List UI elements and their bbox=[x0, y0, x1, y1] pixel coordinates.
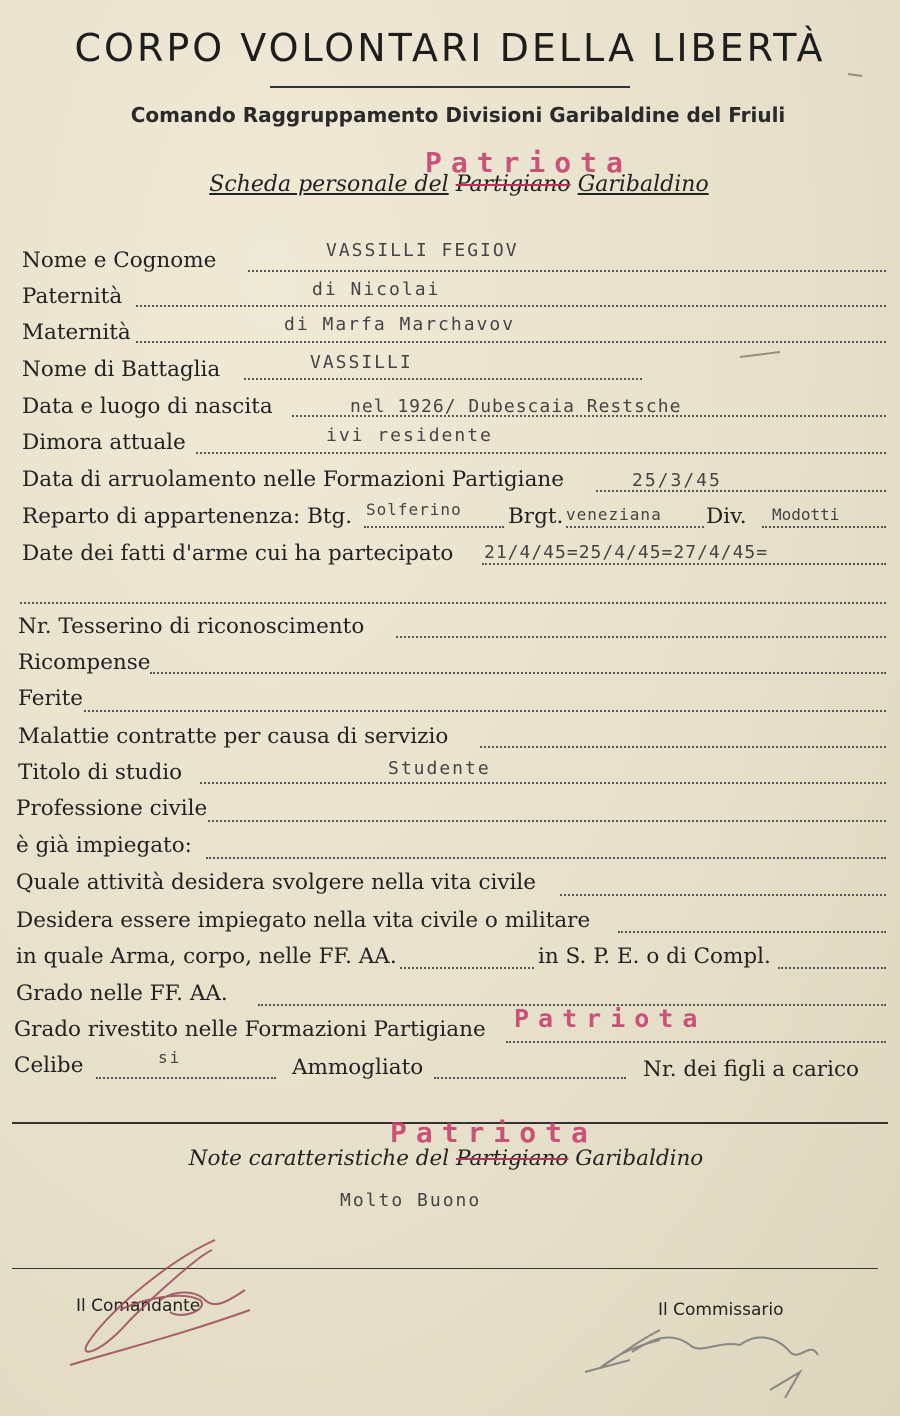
tesserino-label: Nr. Tesserino di riconoscimento bbox=[18, 614, 365, 639]
nascita-value: nel 1926/ Dubescaia Restsche bbox=[350, 396, 682, 417]
scheda-suffix: Garibaldino bbox=[577, 172, 709, 197]
celibe-label: Celibe bbox=[14, 1053, 84, 1078]
maternita-label: Maternità bbox=[22, 320, 131, 345]
ricompense-label: Ricompense bbox=[18, 650, 151, 675]
arruolamento-label: Data di arruolamento nelle Formazioni Partigiane bbox=[22, 467, 564, 492]
note-suffix: Garibaldino bbox=[575, 1146, 704, 1171]
patriota-stamp-top: Patriota bbox=[425, 146, 632, 179]
ferite-label: Ferite bbox=[18, 686, 83, 711]
note-value: Molto Buono bbox=[340, 1190, 482, 1211]
arruolamento-value: 25/3/45 bbox=[632, 470, 722, 491]
div-label: Div. bbox=[706, 504, 747, 529]
reparto-label: Reparto di appartenenza: Btg. bbox=[22, 504, 353, 529]
fatti-label: Date dei fatti d'arme cui ha partecipato bbox=[22, 541, 454, 566]
note-struck-word: Partigiano bbox=[456, 1146, 569, 1171]
grado-partigiane-label: Grado rivestito nelle Formazioni Partigiane bbox=[14, 1017, 486, 1042]
professione-label: Professione civile bbox=[16, 796, 208, 821]
nascita-label: Data e luogo di nascita bbox=[22, 394, 273, 419]
battaglia-value: VASSILLI bbox=[310, 352, 413, 373]
commissario-signature bbox=[585, 1330, 818, 1398]
paternita-label: Paternità bbox=[22, 284, 123, 309]
arma-label: in quale Arma, corpo, nelle FF. AA. bbox=[16, 944, 397, 969]
dimora-label: Dimora attuale bbox=[22, 430, 186, 455]
comandante-label: Il Comandante bbox=[76, 1296, 201, 1316]
malattie-label: Malattie contratte per causa di servizio bbox=[18, 724, 449, 749]
nome-value: VASSILLI FEGIOV bbox=[326, 240, 519, 261]
btg-value: Solferino bbox=[366, 500, 462, 519]
studio-label: Titolo di studio bbox=[18, 760, 183, 785]
brgt-value: veneziana bbox=[566, 505, 662, 524]
div-value: Modotti bbox=[772, 505, 840, 524]
scheda-prefix: Scheda personale del bbox=[209, 172, 449, 197]
scheda-struck-word: Partigiano bbox=[455, 172, 571, 197]
studio-value: Studente bbox=[388, 758, 491, 779]
paternita-value: di Nicolai bbox=[312, 279, 441, 300]
impiegato-label: è già impiegato: bbox=[16, 833, 192, 858]
grado-label: Grado nelle FF. AA. bbox=[16, 981, 228, 1006]
battaglia-label: Nome di Battaglia bbox=[22, 357, 221, 382]
spe-label: in S. P. E. o di Compl. bbox=[538, 944, 771, 969]
ammogliato-label: Ammogliato bbox=[292, 1055, 424, 1080]
note-prefix: Note caratteristiche del bbox=[188, 1146, 450, 1171]
comandante-signature bbox=[70, 1240, 250, 1365]
maternita-value: di Marfa Marchavov bbox=[284, 314, 516, 335]
grado-partigiane-stamp: Patriota bbox=[514, 1004, 707, 1033]
fatti-value: 21/4/45=25/4/45=27/4/45= bbox=[484, 542, 769, 563]
document-subtitle: Comando Raggruppamento Divisioni Garibaldine del Friuli bbox=[130, 103, 786, 127]
nome-label: Nome e Cognome bbox=[22, 248, 217, 273]
commissario-label: Il Commissario bbox=[658, 1300, 784, 1320]
brgt-label: Brgt. bbox=[508, 504, 564, 529]
dimora-value: ivi residente bbox=[326, 425, 493, 446]
figli-label: Nr. dei figli a carico bbox=[643, 1057, 859, 1082]
document-title: CORPO VOLONTARI DELLA LIBERTÀ bbox=[74, 26, 826, 70]
margin-marks bbox=[740, 74, 862, 357]
patriota-stamp-note: Patriota bbox=[390, 1116, 597, 1149]
attivita-label: Quale attività desidera svolgere nella vita civile bbox=[16, 870, 536, 895]
desidera-label: Desidera essere impiegato nella vita civile o militare bbox=[16, 908, 591, 933]
celibe-value: si bbox=[158, 1048, 182, 1067]
